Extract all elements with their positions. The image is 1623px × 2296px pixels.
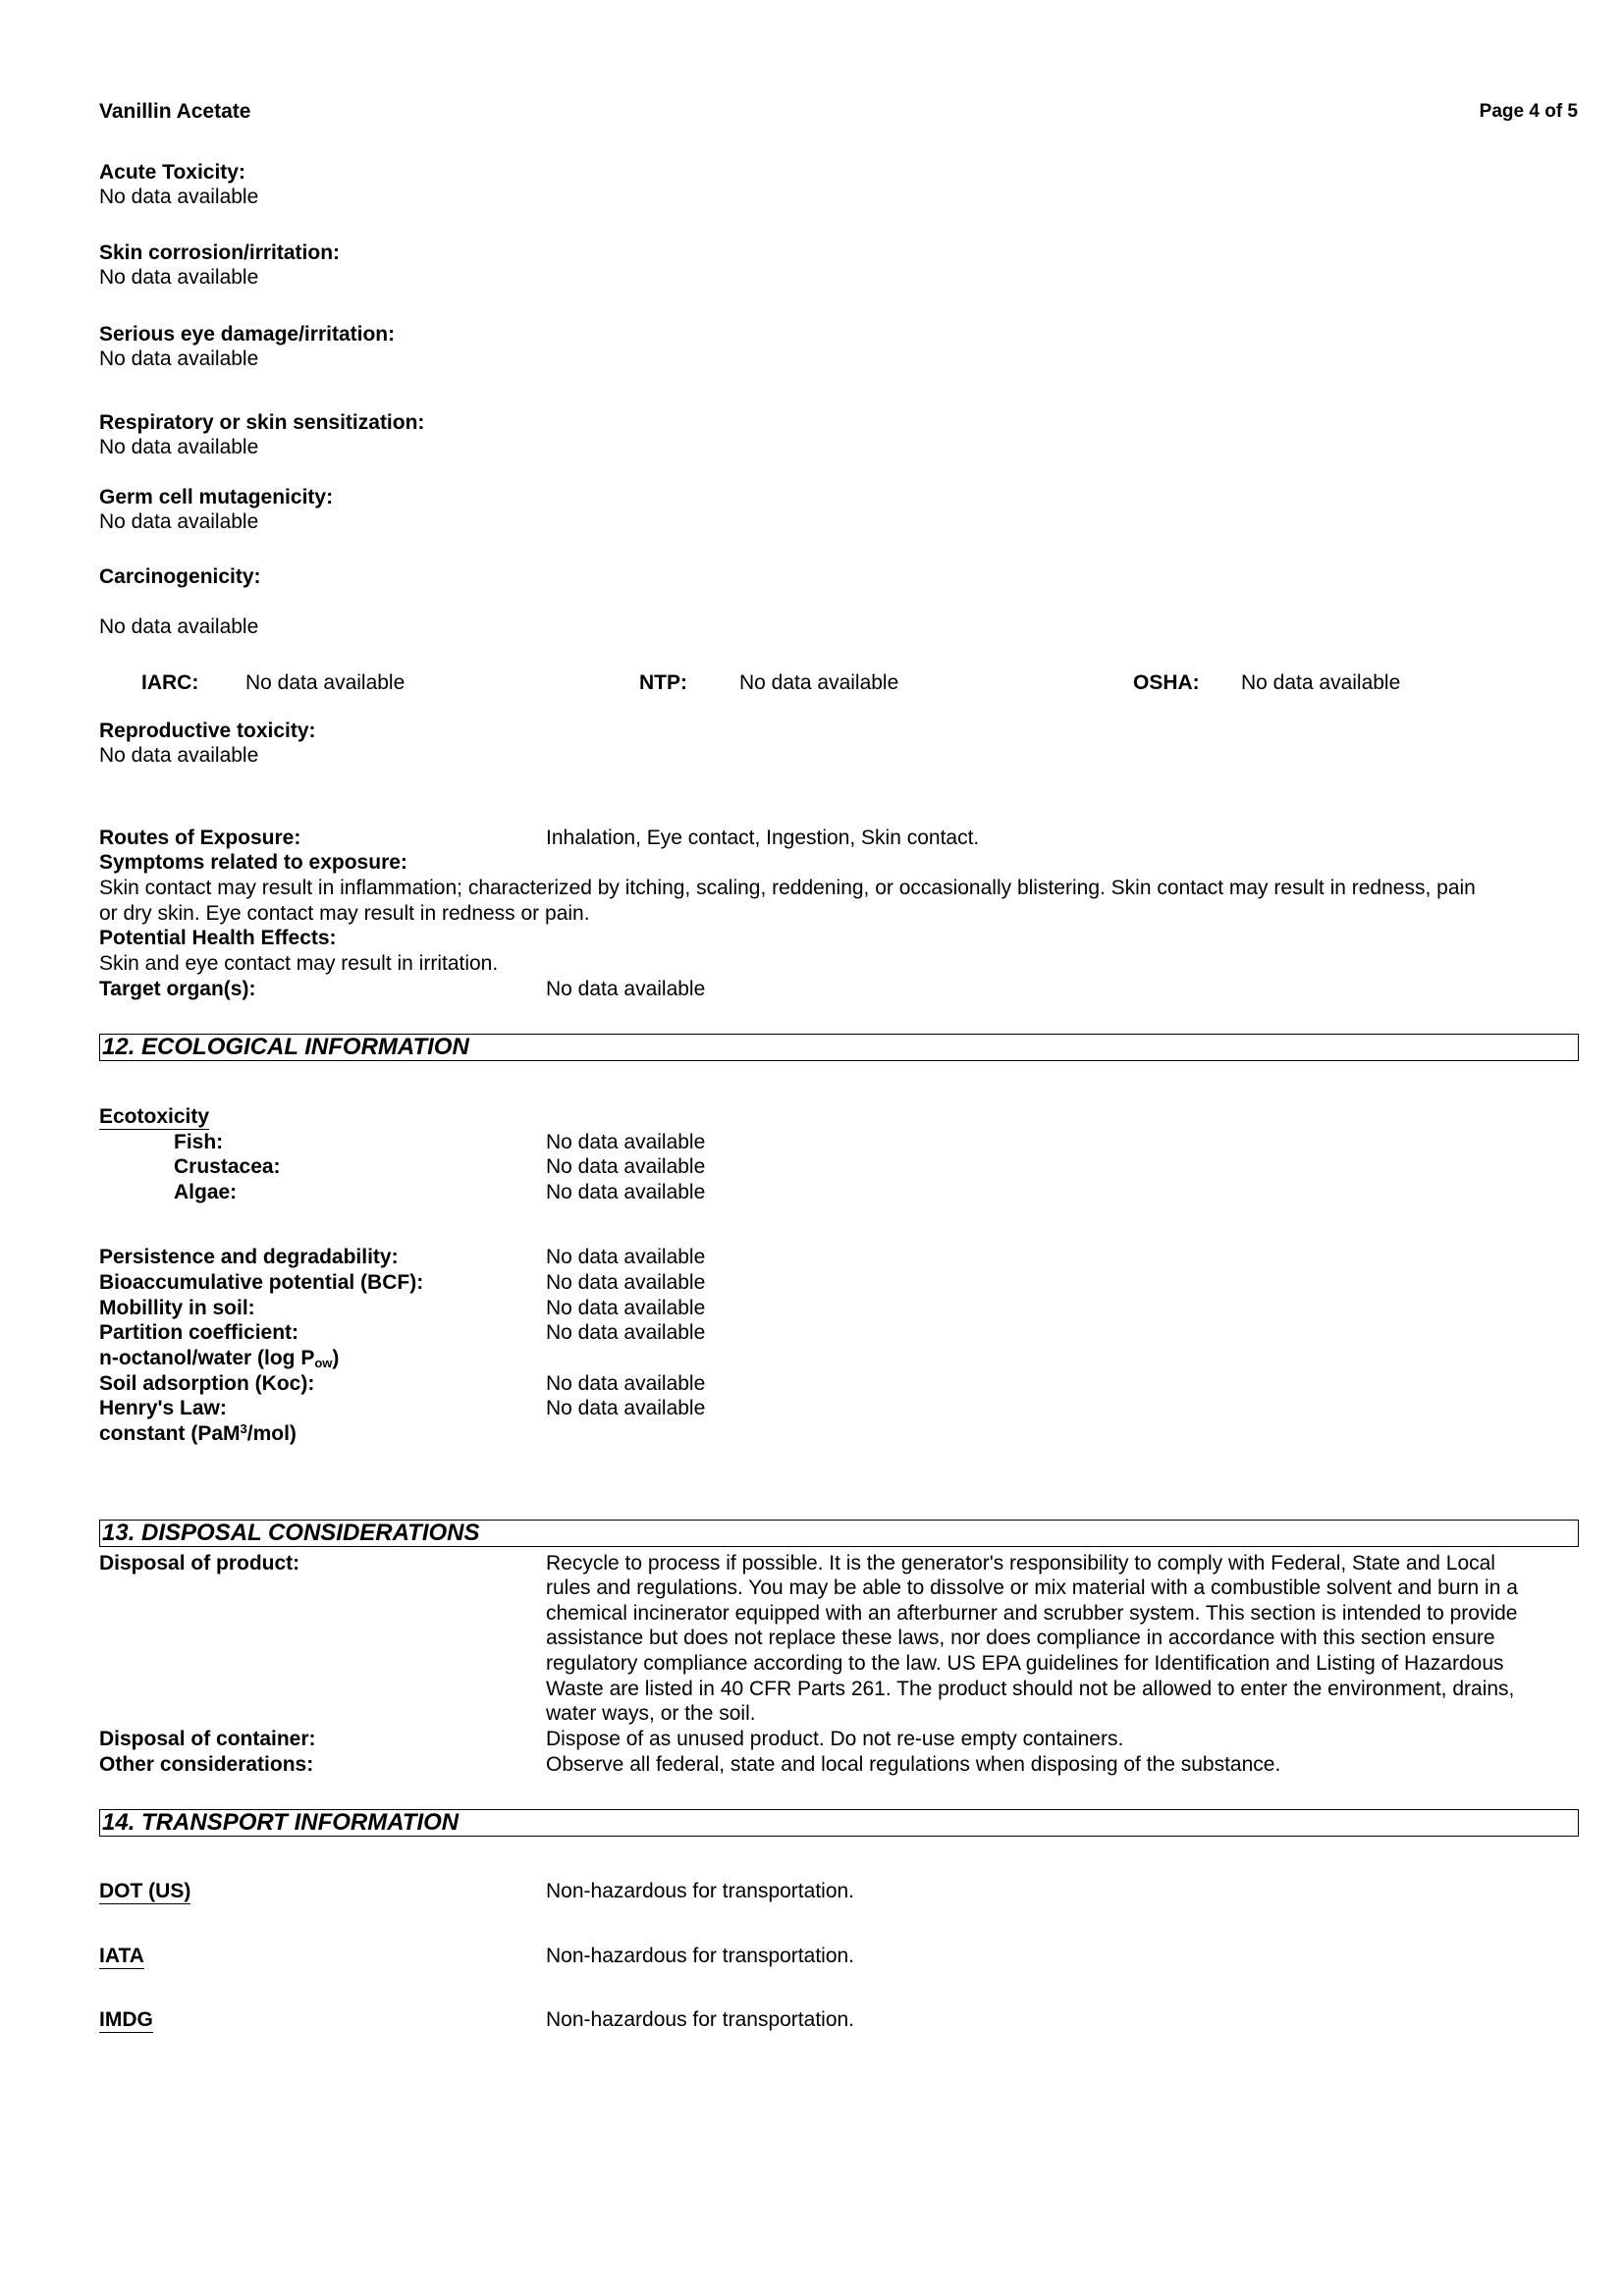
henry-label: Henry's Law: <box>99 1397 227 1419</box>
partition-value: No data available <box>546 1321 706 1344</box>
carcinogenicity-value: No data available <box>99 615 259 638</box>
ntp-label: NTP: <box>639 671 687 694</box>
mutagenicity-label: Germ cell mutagenicity: <box>99 486 334 508</box>
sensitization-value: No data available <box>99 436 259 458</box>
crustacea-value: No data available <box>546 1155 706 1178</box>
section-header-transport <box>99 1809 1579 1837</box>
section-header-ecological <box>99 1034 1579 1061</box>
disposal-product-line: rules and regulations. You may be able to dissolve or mix material with a combustible solvent and burn in a <box>546 1576 1518 1599</box>
disposal-product-label: Disposal of product: <box>99 1552 300 1575</box>
disposal-container-value: Dispose of as unused product. Do not re-use empty containers. <box>546 1728 1124 1750</box>
skin-corrosion-label: Skin corrosion/irritation: <box>99 241 341 264</box>
section-title: 14. TRANSPORT INFORMATION <box>102 1809 460 1836</box>
skin-corrosion-value: No data available <box>99 266 259 289</box>
eye-damage-value: No data available <box>99 347 259 370</box>
disposal-product-line: water ways, or the soil. <box>546 1702 756 1725</box>
imdg-value: Non-hazardous for transportation. <box>546 2008 855 2031</box>
algae-value: No data available <box>546 1181 706 1203</box>
section-title: 12. ECOLOGICAL INFORMATION <box>102 1034 469 1060</box>
soil-adsorption-label: Soil adsorption (Koc): <box>99 1372 315 1395</box>
reproductive-label: Reproductive toxicity: <box>99 720 316 742</box>
disposal-product-line: Waste are listed in 40 CFR Parts 261. The product should not be allowed to enter the environment, drains, <box>546 1678 1515 1700</box>
reproductive-value: No data available <box>99 744 259 767</box>
disposal-product-line: assistance but does not replace these laws, nor does compliance in accordance with this section ensure <box>546 1627 1495 1649</box>
bioaccumulative-label: Bioaccumulative potential (BCF): <box>99 1271 424 1294</box>
disposal-product-line: Recycle to process if possible. It is the generator's responsibility to comply with Federal, State and Local <box>546 1552 1495 1575</box>
acute-toxicity-value: No data available <box>99 186 259 208</box>
mobility-label: Mobillity in soil: <box>99 1297 255 1319</box>
algae-label: Algae: <box>174 1181 238 1203</box>
routes-value: Inhalation, Eye contact, Ingestion, Skin contact. <box>546 827 980 849</box>
crustacea-label: Crustacea: <box>174 1155 281 1178</box>
dot-heading: DOT (US) <box>99 1880 191 1902</box>
disposal-product-line: regulatory compliance according to the law. US EPA guidelines for Identification and Listing of Hazardous <box>546 1652 1504 1675</box>
fish-value: No data available <box>546 1131 706 1153</box>
symptoms-text-line: or dry skin. Eye contact may result in redness or pain. <box>99 902 590 925</box>
section-title: 13. DISPOSAL CONSIDERATIONS <box>102 1520 480 1546</box>
other-considerations-label: Other considerations: <box>99 1753 314 1776</box>
page-number: Page 4 of 5 <box>1479 101 1578 122</box>
disposal-container-label: Disposal of container: <box>99 1728 316 1750</box>
section-header-disposal <box>99 1520 1579 1547</box>
fish-label: Fish: <box>174 1131 224 1153</box>
partition-sub-label: n-octanol/water (log $P_{ow}$) <box>99 1347 340 1370</box>
iata-heading: IATA <box>99 1945 144 1967</box>
health-effects-value: Skin and eye contact may result in irritation. <box>99 952 499 975</box>
routes-label: Routes of Exposure: <box>99 827 301 849</box>
persistence-label: Persistence and degradability: <box>99 1246 399 1268</box>
osha-label: OSHA: <box>1133 671 1200 694</box>
ntp-value: No data available <box>739 671 899 694</box>
symptoms-text-line: Skin contact may result in inflammation; characterized by itching, scaling, reddening, or occasionally blistering. Skin contact may result in redness, pain <box>99 877 1476 899</box>
dot-value: Non-hazardous for transportation. <box>546 1880 855 1902</box>
imdg-heading: IMDG <box>99 2008 153 2031</box>
iarc-value: No data available <box>245 671 406 694</box>
ecotoxicity-heading: Ecotoxicity <box>99 1105 210 1128</box>
iarc-label: IARC: <box>141 671 199 694</box>
soil-adsorption-value: No data available <box>546 1372 706 1395</box>
henry-value: No data available <box>546 1397 706 1419</box>
bioaccumulative-value: No data available <box>546 1271 706 1294</box>
symptoms-label: Symptoms related to exposure: <box>99 851 407 874</box>
health-effects-label: Potential Health Effects: <box>99 927 337 949</box>
disposal-product-line: chemical incinerator equipped with an afterburner and scrubber system. This section is intended to provide <box>546 1602 1518 1625</box>
target-organs-label: Target organ(s): <box>99 978 256 1000</box>
carcinogenicity-label: Carcinogenicity: <box>99 565 261 588</box>
mutagenicity-value: No data available <box>99 510 259 533</box>
acute-toxicity-label: Acute Toxicity: <box>99 161 245 184</box>
henry-sub-label: constant (PaM$^3$/mol) <box>99 1421 297 1445</box>
target-organs-value: No data available <box>546 978 706 1000</box>
partition-label: Partition coefficient: <box>99 1321 299 1344</box>
other-considerations-value: Observe all federal, state and local regulations when disposing of the substance. <box>546 1753 1281 1776</box>
sensitization-label: Respiratory or skin sensitization: <box>99 411 425 434</box>
eye-damage-label: Serious eye damage/irritation: <box>99 323 396 346</box>
mobility-value: No data available <box>546 1297 706 1319</box>
osha-value: No data available <box>1241 671 1401 694</box>
product-name: Vanillin Acetate <box>99 100 251 123</box>
iata-value: Non-hazardous for transportation. <box>546 1945 855 1967</box>
persistence-value: No data available <box>546 1246 706 1268</box>
